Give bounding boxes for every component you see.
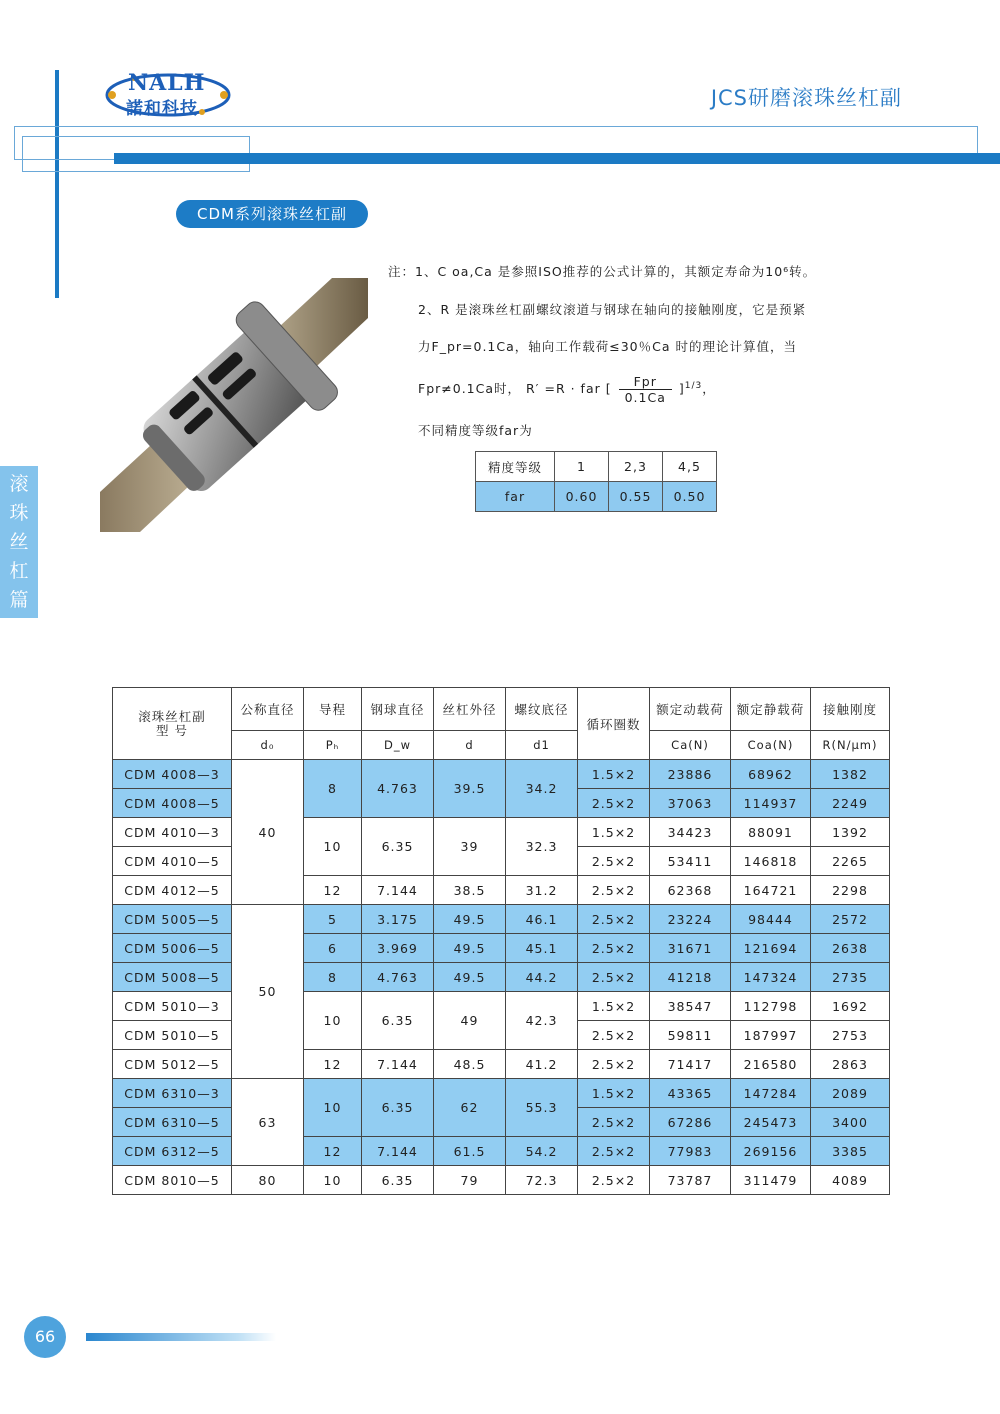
section-title-pill: CDM系列滚珠丝杠副 bbox=[176, 200, 368, 228]
far-value-cell: 0.50 bbox=[663, 482, 717, 512]
cycles-cell: 2.5×2 bbox=[578, 847, 650, 876]
dynamic-load-cell: 31671 bbox=[650, 934, 731, 963]
model-cell: CDM 4008—5 bbox=[113, 789, 232, 818]
diameter-cell: 40 bbox=[232, 760, 304, 905]
lead-cell: 12 bbox=[304, 876, 362, 905]
side-tab-char: 滚 bbox=[9, 473, 29, 495]
root-diameter-cell: 72.3 bbox=[506, 1166, 578, 1195]
formula-prefix: Fpr≠0.1Ca时， R′ =R · far [ bbox=[418, 381, 612, 396]
static-load-cell: 146818 bbox=[731, 847, 811, 876]
outer-diameter-cell: 49.5 bbox=[434, 963, 506, 992]
header-dynamic-load: 额定动载荷 bbox=[650, 688, 731, 731]
cycles-cell: 2.5×2 bbox=[578, 1021, 650, 1050]
subheader-cell: D_w bbox=[362, 731, 434, 760]
formula-end: ， bbox=[702, 381, 716, 396]
cycles-cell: 2.5×2 bbox=[578, 1108, 650, 1137]
cycles-cell: 2.5×2 bbox=[578, 789, 650, 818]
far-table-head bbox=[476, 452, 717, 482]
note-line-3: 力F_pr=0.1Ca，轴向工作载荷≤30％Ca 时的理论计算值，当 bbox=[418, 339, 797, 354]
dynamic-load-cell: 34423 bbox=[650, 818, 731, 847]
lead-cell: 10 bbox=[304, 818, 362, 876]
far-head-cell: 2,3 bbox=[609, 452, 663, 482]
table-row bbox=[113, 1050, 890, 1079]
model-cell: CDM 6312—5 bbox=[113, 1137, 232, 1166]
cycles-cell: 1.5×2 bbox=[578, 992, 650, 1021]
ball-diameter-cell: 6.35 bbox=[362, 1166, 434, 1195]
cycles-cell: 2.5×2 bbox=[578, 1050, 650, 1079]
lead-cell: 8 bbox=[304, 760, 362, 818]
fraction-denominator: 0.1Ca bbox=[624, 390, 666, 405]
cycles-cell: 1.5×2 bbox=[578, 760, 650, 789]
stiffness-cell: 1392 bbox=[811, 818, 890, 847]
subheader-cell: R(N/μm) bbox=[811, 731, 890, 760]
ball-screw-photo bbox=[100, 278, 368, 532]
outer-diameter-cell: 49 bbox=[434, 992, 506, 1050]
stiffness-cell: 2089 bbox=[811, 1079, 890, 1108]
dynamic-load-cell: 62368 bbox=[650, 876, 731, 905]
cycles-cell: 2.5×2 bbox=[578, 963, 650, 992]
left-vertical-rule bbox=[55, 70, 59, 298]
note-line-1: 注：1、C oa,Ca 是参照ISO推荐的公式计算的，其额定寿命为10⁶转。 bbox=[388, 264, 817, 279]
lead-cell: 10 bbox=[304, 992, 362, 1050]
stiffness-cell: 2735 bbox=[811, 963, 890, 992]
stiffness-cell: 2572 bbox=[811, 905, 890, 934]
stiffness-cell: 2249 bbox=[811, 789, 890, 818]
side-tab-char: 丝 bbox=[9, 531, 29, 553]
outer-diameter-cell: 62 bbox=[434, 1079, 506, 1137]
cycles-cell: 2.5×2 bbox=[578, 876, 650, 905]
dynamic-load-cell: 53411 bbox=[650, 847, 731, 876]
root-diameter-cell: 55.3 bbox=[506, 1079, 578, 1137]
subheader-cell: Pₕ bbox=[304, 731, 362, 760]
logo-text-latin: NALH bbox=[128, 70, 206, 96]
static-load-cell: 98444 bbox=[731, 905, 811, 934]
static-load-cell: 216580 bbox=[731, 1050, 811, 1079]
far-table-row bbox=[476, 482, 717, 512]
model-cell: CDM 5006—5 bbox=[113, 934, 232, 963]
root-diameter-cell: 31.2 bbox=[506, 876, 578, 905]
model-cell: CDM 4008—3 bbox=[113, 760, 232, 789]
root-diameter-cell: 42.3 bbox=[506, 992, 578, 1050]
outer-diameter-cell: 49.5 bbox=[434, 934, 506, 963]
lead-cell: 5 bbox=[304, 905, 362, 934]
root-diameter-cell: 34.2 bbox=[506, 760, 578, 818]
ball-diameter-cell: 7.144 bbox=[362, 1050, 434, 1079]
dynamic-load-cell: 41218 bbox=[650, 963, 731, 992]
table-row bbox=[113, 934, 890, 963]
ball-diameter-cell: 3.969 bbox=[362, 934, 434, 963]
stiffness-cell: 3400 bbox=[811, 1108, 890, 1137]
static-load-cell: 147324 bbox=[731, 963, 811, 992]
outer-diameter-cell: 39 bbox=[434, 818, 506, 876]
dynamic-load-cell: 43365 bbox=[650, 1079, 731, 1108]
static-load-cell: 88091 bbox=[731, 818, 811, 847]
model-cell: CDM 8010—5 bbox=[113, 1166, 232, 1195]
cycles-cell: 2.5×2 bbox=[578, 934, 650, 963]
root-diameter-cell: 54.2 bbox=[506, 1137, 578, 1166]
note-line-4 bbox=[418, 374, 716, 405]
static-load-cell: 114937 bbox=[731, 789, 811, 818]
subheader-cell: Coa(N) bbox=[731, 731, 811, 760]
stiffness-cell: 2298 bbox=[811, 876, 890, 905]
diameter-cell: 63 bbox=[232, 1079, 304, 1166]
outer-diameter-cell: 79 bbox=[434, 1166, 506, 1195]
table-row bbox=[113, 1137, 890, 1166]
lead-cell: 8 bbox=[304, 963, 362, 992]
header-model: 滚珠丝杠副 型 号 bbox=[113, 688, 232, 760]
subheader-cell: d1 bbox=[506, 731, 578, 760]
model-cell: CDM 5010—3 bbox=[113, 992, 232, 1021]
root-diameter-cell: 45.1 bbox=[506, 934, 578, 963]
header-ball-diameter: 钢球直径 bbox=[362, 688, 434, 731]
model-cell: CDM 4010—5 bbox=[113, 847, 232, 876]
outer-diameter-cell: 39.5 bbox=[434, 760, 506, 818]
static-load-cell: 311479 bbox=[731, 1166, 811, 1195]
header-stiffness: 接触刚度 bbox=[811, 688, 890, 731]
dynamic-load-cell: 71417 bbox=[650, 1050, 731, 1079]
far-value-cell: 0.60 bbox=[555, 482, 609, 512]
outer-diameter-cell: 48.5 bbox=[434, 1050, 506, 1079]
far-head-cell: 1 bbox=[555, 452, 609, 482]
table-row bbox=[113, 992, 890, 1021]
spec-table-body bbox=[113, 760, 890, 1195]
fraction-numerator: Fpr bbox=[619, 374, 672, 390]
table-row bbox=[113, 876, 890, 905]
model-cell: CDM 5005—5 bbox=[113, 905, 232, 934]
note-line-5: 不同精度等级far为 bbox=[418, 423, 533, 438]
model-cell: CDM 6310—5 bbox=[113, 1108, 232, 1137]
subheader-cell: Ca(N) bbox=[650, 731, 731, 760]
root-diameter-cell: 44.2 bbox=[506, 963, 578, 992]
far-table bbox=[475, 451, 717, 512]
table-row bbox=[113, 818, 890, 847]
formula-bracket-close: ] bbox=[678, 381, 685, 396]
ball-diameter-cell: 7.144 bbox=[362, 876, 434, 905]
diameter-cell: 80 bbox=[232, 1166, 304, 1195]
stiffness-cell: 2638 bbox=[811, 934, 890, 963]
ball-diameter-cell: 6.35 bbox=[362, 992, 434, 1050]
spec-table bbox=[112, 687, 890, 1195]
far-head-cell: 精度等级 bbox=[476, 452, 555, 482]
header-lead: 导程 bbox=[304, 688, 362, 731]
far-value-cell: 0.55 bbox=[609, 482, 663, 512]
stiffness-cell: 4089 bbox=[811, 1166, 890, 1195]
cycles-cell: 2.5×2 bbox=[578, 905, 650, 934]
stiffness-cell: 2863 bbox=[811, 1050, 890, 1079]
page-number: 66 bbox=[24, 1316, 66, 1358]
root-diameter-cell: 32.3 bbox=[506, 818, 578, 876]
ball-diameter-cell: 6.35 bbox=[362, 1079, 434, 1137]
static-load-cell: 245473 bbox=[731, 1108, 811, 1137]
side-tab-char: 杠 bbox=[9, 560, 29, 582]
model-cell: CDM 5012—5 bbox=[113, 1050, 232, 1079]
spec-table-header bbox=[113, 688, 890, 731]
dynamic-load-cell: 73787 bbox=[650, 1166, 731, 1195]
header-cycles: 循环圈数 bbox=[578, 688, 650, 760]
ball-diameter-cell: 4.763 bbox=[362, 760, 434, 818]
diameter-cell: 50 bbox=[232, 905, 304, 1079]
table-row bbox=[113, 1166, 890, 1195]
model-cell: CDM 4012—5 bbox=[113, 876, 232, 905]
outer-diameter-cell: 38.5 bbox=[434, 876, 506, 905]
static-load-cell: 121694 bbox=[731, 934, 811, 963]
ball-diameter-cell: 4.763 bbox=[362, 963, 434, 992]
static-load-cell: 187997 bbox=[731, 1021, 811, 1050]
lead-cell: 12 bbox=[304, 1137, 362, 1166]
formula-fraction bbox=[619, 374, 672, 405]
far-value-cell: far bbox=[476, 482, 555, 512]
cycles-cell: 1.5×2 bbox=[578, 818, 650, 847]
dynamic-load-cell: 23224 bbox=[650, 905, 731, 934]
dynamic-load-cell: 37063 bbox=[650, 789, 731, 818]
ball-diameter-cell: 6.35 bbox=[362, 818, 434, 876]
header-root-diameter: 螺纹底径 bbox=[506, 688, 578, 731]
root-diameter-cell: 46.1 bbox=[506, 905, 578, 934]
table-row bbox=[113, 760, 890, 789]
outer-diameter-cell: 49.5 bbox=[434, 905, 506, 934]
static-load-cell: 164721 bbox=[731, 876, 811, 905]
header-static-load: 额定静载荷 bbox=[731, 688, 811, 731]
lead-cell: 10 bbox=[304, 1079, 362, 1137]
cycles-cell: 2.5×2 bbox=[578, 1137, 650, 1166]
lead-cell: 12 bbox=[304, 1050, 362, 1079]
model-cell: CDM 6310—3 bbox=[113, 1079, 232, 1108]
model-cell: CDM 4010—3 bbox=[113, 818, 232, 847]
model-cell: CDM 5010—5 bbox=[113, 1021, 232, 1050]
root-diameter-cell: 41.2 bbox=[506, 1050, 578, 1079]
subheader-cell: d bbox=[434, 731, 506, 760]
stiffness-cell: 1382 bbox=[811, 760, 890, 789]
stiffness-cell: 1692 bbox=[811, 992, 890, 1021]
subheader-cell: d₀ bbox=[232, 731, 304, 760]
static-load-cell: 147284 bbox=[731, 1079, 811, 1108]
far-head-cell: 4,5 bbox=[663, 452, 717, 482]
static-load-cell: 112798 bbox=[731, 992, 811, 1021]
dynamic-load-cell: 77983 bbox=[650, 1137, 731, 1166]
model-cell: CDM 5008—5 bbox=[113, 963, 232, 992]
note-line-2: 2、R 是滚珠丝杠副螺纹滚道与钢球在轴向的接触刚度，它是预紧 bbox=[418, 302, 807, 317]
static-load-cell: 269156 bbox=[731, 1137, 811, 1166]
dynamic-load-cell: 38547 bbox=[650, 992, 731, 1021]
header-diameter: 公称直径 bbox=[232, 688, 304, 731]
dynamic-load-cell: 59811 bbox=[650, 1021, 731, 1050]
logo-text-cjk: 諾和科技 bbox=[126, 99, 198, 119]
table-row bbox=[113, 963, 890, 992]
side-section-tab bbox=[0, 466, 38, 618]
page-header-title: JCS研磨滚珠丝杠副 bbox=[710, 86, 902, 110]
side-tab-char: 珠 bbox=[9, 502, 29, 524]
table-row bbox=[113, 1079, 890, 1108]
cycles-cell: 2.5×2 bbox=[578, 1166, 650, 1195]
cycles-cell: 1.5×2 bbox=[578, 1079, 650, 1108]
lead-cell: 10 bbox=[304, 1166, 362, 1195]
formula-exponent: 1/3 bbox=[684, 380, 703, 391]
header-outer-diameter: 丝杠外径 bbox=[434, 688, 506, 731]
footer-gradient-bar bbox=[86, 1333, 276, 1341]
table-row bbox=[113, 905, 890, 934]
stiffness-cell: 2753 bbox=[811, 1021, 890, 1050]
dynamic-load-cell: 23886 bbox=[650, 760, 731, 789]
lead-cell: 6 bbox=[304, 934, 362, 963]
ball-diameter-cell: 7.144 bbox=[362, 1137, 434, 1166]
side-tab-char: 篇 bbox=[9, 589, 29, 611]
dynamic-load-cell: 67286 bbox=[650, 1108, 731, 1137]
company-logo bbox=[104, 72, 232, 118]
stiffness-cell: 3385 bbox=[811, 1137, 890, 1166]
header-blue-bar bbox=[114, 153, 1000, 164]
stiffness-cell: 2265 bbox=[811, 847, 890, 876]
ball-diameter-cell: 3.175 bbox=[362, 905, 434, 934]
static-load-cell: 68962 bbox=[731, 760, 811, 789]
outer-diameter-cell: 61.5 bbox=[434, 1137, 506, 1166]
